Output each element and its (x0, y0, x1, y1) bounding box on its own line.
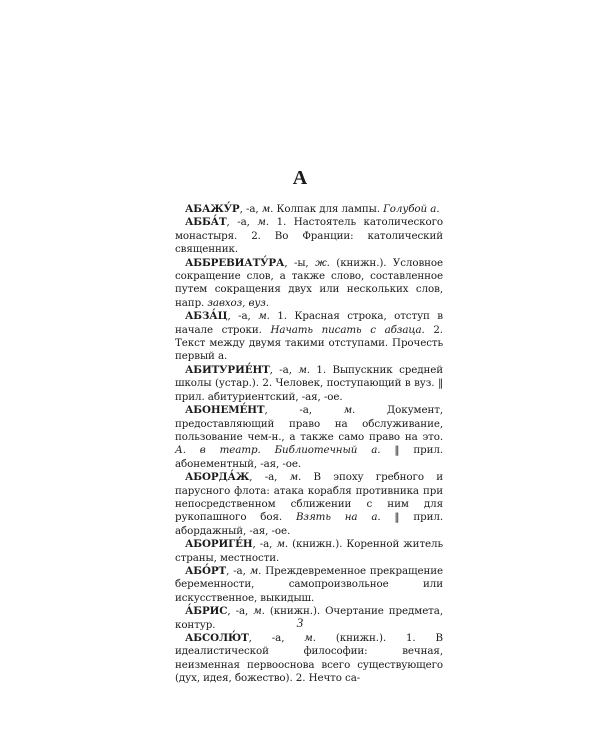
headword: АББРЕВИАТУ́РА (185, 256, 285, 269)
page-number: 3 (296, 615, 304, 630)
dictionary-entry: АББА́Т, -а, м. 1. Настоятель католического монастыря. 2. Во Франции: католический священник. (175, 216, 443, 256)
dictionary-entry: АБАЖУ́Р, -а, м. Колпак для лампы. Голубой а. (185, 203, 440, 215)
dictionary-entry: АБОРИГЕ́Н, -а, м. (книжн.). Коренной житель страны, местности. (175, 538, 443, 564)
dictionary-entry: АБОНЕМЕ́НТ, -а, м. Документ, предоставляющий право на обслуживание, пользование чем-н., а также само право на это. А. в театр. Библиотечный а. ‖ прил. абонементный, -ая, -ое. (175, 404, 443, 470)
headword: АБИТУРИЕ́НТ (185, 363, 270, 376)
headword: АБО́РТ (185, 564, 227, 577)
headword: АБОРДА́Ж (185, 471, 250, 484)
dictionary-entry: АБЗА́Ц, -а, м. 1. Красная строка, отступ в начале строки. Начать писать с абзаца. 2. Текст между двумя такими отступами. Прочесть первый а. (175, 310, 443, 363)
dictionary-entry: АБО́РТ, -а, м. Преждевременное прекращение беременности, самопроизвольное или искусственное, выкидыш. (175, 564, 443, 604)
headword: А́БРИС (185, 605, 228, 618)
dictionary-entry: АБИТУРИЕ́НТ, -а, м. 1. Выпускник средней школы (устар.). 2. Человек, поступающий в вуз. ‖ прил. абитуриентский, -ая, -ое. (175, 363, 443, 403)
headword: АБЗА́Ц (185, 310, 228, 323)
headword: АББА́Т (185, 216, 227, 229)
headword: АБОРИГЕ́Н (185, 538, 253, 551)
dictionary-entry: АБСОЛЮ́Т, -а, м. (книжн.). 1. В идеалистической философии: вечная, неизменная первооснова всего существующего (дух, идея, божество). 2. Нечто са- (175, 632, 443, 685)
dictionary-entry: АББРЕВИАТУ́РА, -ы, ж. (книжн.). Условное сокращение слов, а также слово, составленное путем сокращения двух или нескольких слов, напр. завхоз, вуз. (175, 256, 444, 309)
headword: АБСОЛЮ́Т (185, 632, 249, 644)
headword: АБАЖУ́Р (185, 203, 240, 215)
dictionary-entry: АБОРДА́Ж, -а, м. В эпоху гребного и парусного флота: атака корабля противника при непосредственном сближении с ним для рукопашного боя. Взять на а. ‖ прил. абордажный, -ая, -ое. (175, 471, 444, 537)
headword: АБОНЕМЕ́НТ (185, 404, 265, 417)
entry-list (175, 203, 443, 686)
dictionary-entry: А́БРИС, -а, м. (книжн.). Очертание предмета, контур. (175, 605, 443, 631)
section-letter: А (292, 167, 308, 189)
